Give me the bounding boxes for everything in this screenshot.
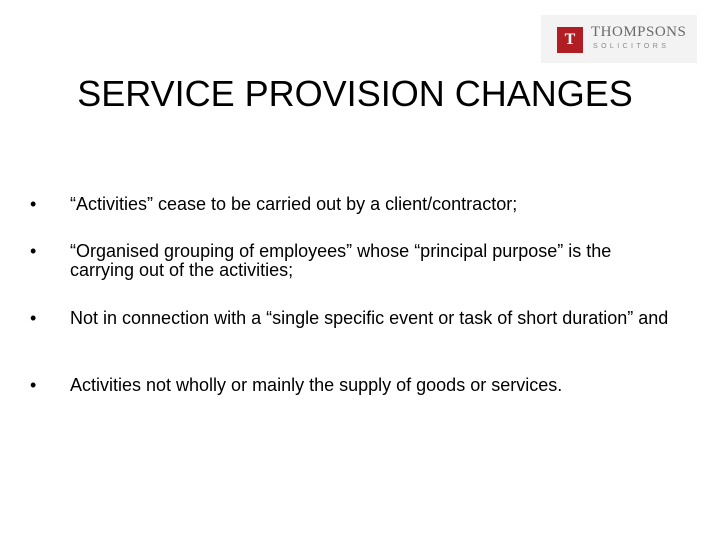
bullet-dot: • [30,375,37,395]
thompsons-logo [541,15,697,63]
bullet-text: Activities not wholly or mainly the supply of goods or services. [70,375,563,395]
logo-mark: T [557,27,583,53]
bullet-text: “Activities” cease to be carried out by a client/contractor; [70,194,518,214]
logo-name: THOMPSONS [591,24,687,40]
bullet-dot: • [30,194,37,214]
slide-title: SERVICE PROVISION CHANGES [77,73,633,114]
bullet-text: “Organised grouping of employees” whose “principal purpose” is the carrying out of the activities; [70,241,612,280]
bullet-dot: • [30,241,37,261]
bullet-dot: • [30,308,37,328]
logo-subname: SOLICITORS [593,43,670,50]
bullet-text: Not in connection with a “single specific event or task of short duration” and [70,308,669,328]
